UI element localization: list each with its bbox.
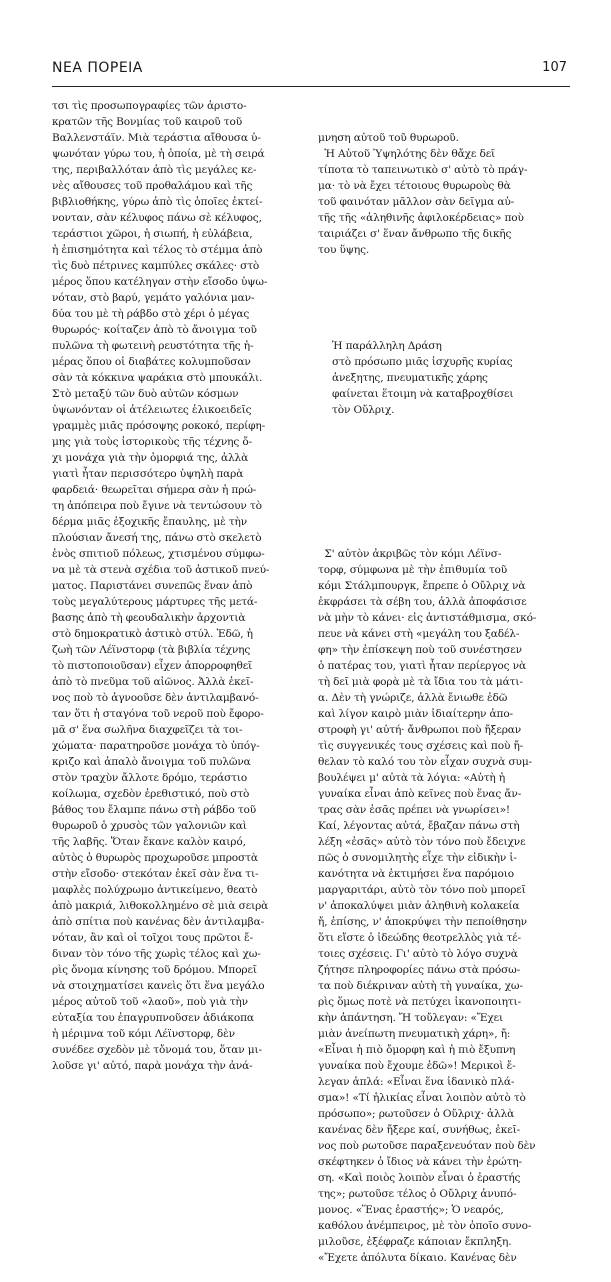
text-line: μιλοῦσε, ἐξέφραζε κάποιαν ἔκπληξη. [318, 1236, 512, 1248]
text-line: πλούσιαν ἄνεσή της, πάνω στὸ σκελετὸ [52, 532, 262, 544]
text-line: λέξη «ἐσᾶς» αὐτὸ τὸν τόνο ποὺ ἔδειχνε [318, 836, 526, 848]
text-line: ταν ὅτι ἡ σταγόνα τοῦ νεροῦ ποὺ ἔφορο- [52, 708, 264, 720]
text-line: ψωνόταν γύρω του, ἡ ὁποία, μὲ τὴ σειρά [52, 148, 265, 160]
text-line: καθόλου ἀνέμπειρος, μὲ τὸν ὁποῖο συνο- [318, 1220, 532, 1232]
text-line: πευε νὰ κάνει στὴ «μεγάλη του ξαδέλ- [318, 628, 520, 640]
text-line: κὴν ἀπάντηση. Ἤ τοὔλεγαν: «Ἔχει [318, 1012, 503, 1024]
text-line: κανένας δὲν ἤξερε καί, συνήθως, ἐκεῖ- [318, 1124, 521, 1136]
text-line: στὸ δημοκρατικὸ ἀστικὸ στύλ. Ἐδῶ, ἡ [52, 628, 253, 640]
text-line: τὶς δυὸ πέτρινες καμπύλες σκάλες· στὸ [52, 260, 260, 272]
text-line: νος ποὺ τὸ ἀγνοοῦσε δὲν ἀντιλαμβανό- [52, 692, 259, 704]
text-line: νὰ στοιχηματίσει κανεὶς ὅτι ἕνα μεγάλο [52, 980, 265, 992]
text-line: της»; ρωτοῦσε τέλος ὁ Οὔλριχ ἀνυπό- [318, 1188, 517, 1200]
right-column-bottom-text [318, 546, 573, 1266]
text-line: ἀπὸ τὸ πνεῦμα τοῦ αἰῶνος. Ἀλλὰ ἐκεῖ- [52, 676, 254, 688]
text-line: τη ἀπόπειρα ποὺ ἔγινε νὰ τεντώσουν τὸ [52, 500, 262, 512]
text-line: Καί, λέγοντας αὐτά, ἔβαζαν πάνω στὴ [318, 820, 520, 832]
text-line: πυλῶνα τὴ φωτεινὴ ρευστότητα τῆς ἡ- [52, 340, 254, 352]
text-line: λοῦσε γι' αὐτό, παρὰ μονάχα τὴν ἀνά- [52, 1060, 253, 1072]
verse-line: φαίνεται ἕτοιμη νὰ καταβροχθίσει [332, 388, 514, 400]
text-line: θελαν τὸ καλό του τὸν εἶχαν συχνὰ συμ- [318, 756, 532, 768]
text-line: μνηση αὐτοῦ τοῦ θυρωροῦ. [318, 132, 459, 144]
text-line: τα ποὺ διέκριναν αὐτὴ τὴ γυναίκα, χω- [318, 980, 523, 992]
text-line: μονος. «Ἕνας ἐραστής»; Ὁ νεαρός, [318, 1204, 504, 1216]
text-line: συνέδεε σχεδὸν μὲ τὄνομά του, ὅταν μι- [52, 1044, 262, 1056]
text-line: ἡ ἐπισημότητα καὶ τέλος τὸ στέμμα ἀπὸ [52, 244, 263, 256]
text-line: γυναίκα ποὺ ἔχουμε ἐδῶ»! Μερικοὶ ἔ- [318, 1060, 516, 1072]
text-line: ἐκφράσει τὰ σέβη του, ἀλλὰ ἀποφάσισε [318, 596, 527, 608]
text-line: ζήτησε πληροφορίες πάνω στὰ πρόσω- [318, 964, 521, 976]
text-line: μα· τὸ νὰ ἔχει τέτοιους θυρωροὺς θὰ [318, 180, 511, 192]
text-line: κανότητα νὰ ἐκτιμήσει ἕνα παρόμοιο [318, 868, 515, 880]
blank-line [318, 498, 573, 514]
text-line: τρας σὰν ἐσᾶς πρέπει νὰ γνωρίσει»! [318, 804, 511, 816]
text-line: τοὺς μεγαλύτερους μάρτυρες τῆς μετά- [52, 596, 258, 608]
text-line: α. Δὲν τὴ γνώριζε, ἀλλὰ ἔνιωθε ἐδῶ [318, 692, 508, 704]
text-line: στὴν εἴσοδο· στεκόταν ἐκεῖ σὰν ἕνα τι- [52, 868, 259, 880]
text-line: νος ποὺ ρωτοῦσε παραξενευόταν ποὺ δὲν [318, 1140, 536, 1152]
text-line: νὲς αἴθουσες τοῦ προθαλάμου καὶ τῆς [52, 180, 253, 192]
text-line: Βαλλενστάϊν. Μιὰ τεράστια αἴθουσα ὑ- [52, 132, 261, 144]
text-line: θυρωροῦ ὁ χρυσὸς τῶν γαλονιῶν καὶ [52, 820, 247, 832]
text-line: σμα»! «Τί ἡλικίας εἶναι λοιπὸν αὐτὸ τὸ [318, 1092, 526, 1104]
text-line: τὶς συγγενικές τους σχέσεις καὶ ποὺ ἤ- [318, 740, 524, 752]
text-line: γιατὶ ἦταν περισσότερο ὑψηλὴ παρὰ [52, 468, 244, 480]
text-line: «Ἔχετε ἀπόλυτα δίκαιο. Κανένας δὲν [318, 1252, 517, 1264]
text-line: κοίλωμα, σχεδὸν ἐρεθιστικό, ποὺ στὸ [52, 788, 250, 800]
text-line: τσι τὶς προσωπογραφίες τῶν ἀριστο- [52, 100, 247, 112]
text-line: μέρος αὐτοῦ τοῦ «λαοῦ», ποὺ γιὰ τὴν [52, 996, 248, 1008]
left-column [52, 98, 312, 1074]
text-line: μαφλὲς πολύχρωμο ἀντικείμενο, θεατὸ [52, 884, 258, 896]
text-line: Σ' αὐτὸν ἀκριβῶς τὸν κόμι Λέϊνσ- [318, 548, 502, 560]
text-line: φαρδειά· θεωρεῖται σήμερα σὰν ἡ πρώ- [52, 484, 257, 496]
text-line: δύα του μὲ τὴ ράβδο στὸ χέρι ὁ μέγας [52, 308, 250, 320]
text-line: ταιριάζει σ' ἕναν ἄνθρωπο τῆς δικῆς [318, 228, 512, 240]
text-line: νόταν, ἂν καὶ οἱ τοῖχοι τους πρῶτοι ἔ- [52, 932, 254, 944]
text-line: πῶς ὁ συνομιλητὴς εἶχε τὴν εἰδικὴν ἱ- [318, 852, 517, 864]
verse-line: τὸν Οὔλριχ. [332, 404, 395, 416]
text-line: εὐταξία του ἐπαγρυπνοῦσεν ἀδιάκοπα [52, 1012, 254, 1024]
text-line: τῆς τῆς «ἀληθινῆς ἀφιλοκέρδειας» ποὺ [318, 212, 524, 224]
text-line: μιὰν ἀνείπωτη πνευματικὴ χάρη», ἤ: [318, 1028, 511, 1040]
text-line: ν' ἀποκαλύψει μιὰν ἀληθινὴ κολακεία [318, 900, 520, 912]
text-line: ματος. Παριστάνει συνεπῶς ἕναν ἀπὸ [52, 580, 253, 592]
header-rule [52, 86, 570, 87]
page-number: 107 [542, 60, 567, 75]
verse-line: Ἡ παράλληλη Δράση [332, 340, 442, 352]
text-line: δέρμα μιᾶς ἐξοχικῆς ἔπαυλης, μὲ τὴν [52, 516, 248, 528]
text-line: ὅτι εἴστε ὁ ἰδεώδης θεοτρελλὸς γιὰ τέ- [318, 932, 521, 944]
text-line: θυρωρός· κοίταζεν ἀπὸ τὸ ἄνοιγμα τοῦ [52, 324, 257, 336]
text-line: Στὸ μεταξύ τῶν δυὸ αὐτῶν κόσμων [52, 388, 239, 400]
text-line: ὁ πατέρας του, γιατὶ ἦταν περίεργος νὰ [318, 660, 526, 672]
text-line: πρόσωπο»; ρωτοῦσεν ὁ Οὔλριχ· ἀλλὰ [318, 1108, 515, 1120]
text-line: ἑνὸς σπιτιοῦ πόλεως, χτισμένου σύμφω- [52, 548, 265, 560]
right-column-top-text [318, 130, 573, 258]
text-line: ρὶς ὅμως ποτὲ νὰ πετύχει ἱκανοποιητι- [318, 996, 521, 1008]
text-line: Ἡ Αὐτοῦ Ὑψηλότης δὲν θἄχε δεῖ [318, 148, 496, 160]
running-title: ΝΕΑ ΠΟΡΕΙΑ [52, 60, 143, 76]
verse-block [318, 338, 573, 418]
text-line: ἀπὸ σπίτια ποὺ κανένας δὲν ἀντιλαμβα- [52, 916, 265, 928]
text-line: γυναίκα εἶναι ἀπὸ κεῖνες ποὺ ἕνας ἄν- [318, 788, 522, 800]
text-line: καὶ λίγον καιρὸ μιὰν ἰδιαίτερην ἀπο- [318, 708, 513, 720]
text-line: τορφ, σύμφωνα μὲ τὴν ἐπιθυμία τοῦ [318, 564, 508, 576]
text-line: κόμι Στάλμπουργκ, ἔπρεπε ὁ Οὔλριχ νὰ [318, 580, 526, 592]
text-line: ἤ, ἐπίσης, ν' ἀποκρύψει τὴν πεποίθησην [318, 916, 527, 928]
blank-line [318, 450, 573, 466]
text-line: τοῦ φαινόταν μᾶλλον σὰν δεῖγμα αὐ- [318, 196, 515, 208]
text-line: του ὕψης. [318, 244, 370, 256]
verse-line: στὸ πρόσωπο μιᾶς ἰσχυρῆς κυρίας [332, 356, 513, 368]
text-line: μαργαριτάρι, αὐτὸ τὸν τόνο ποὺ μπορεῖ [318, 884, 526, 896]
text-line: τῆς λαβῆς. Ὅταν ἔκανε καλὸν καιρό, [52, 836, 246, 848]
page-header [52, 60, 567, 82]
text-line: νονταν, σὰν κέλυφος πάνω σὲ κέλυφος, [52, 212, 262, 224]
text-line: τὴ δεῖ μιὰ φορὰ μὲ τὰ ἴδια του τὰ μάτι- [318, 676, 523, 688]
text-line: βασης ἀπὸ τὴ φεουδαλικὴν ἀρχοντιὰ [52, 612, 246, 624]
text-line: φη» τὴν ἐπίσκεψη ποὺ τοῦ συνέστησεν [318, 644, 522, 656]
text-line: ἡ μέριμνα τοῦ κόμι Λέϊνστορφ, δὲν [52, 1028, 235, 1040]
text-line: γραμμὲς μιᾶς πρόσοψης ροκοκό, περίφη- [52, 420, 266, 432]
text-line: μᾶ σ' ἕνα σωλῆνα διαχφεῖζει τὰ τοι- [52, 724, 243, 736]
text-line: κριζο καὶ ἀπαλὸ ἄνοιγμα τοῦ πυλῶνα [52, 756, 251, 768]
text-line: διναν τὸν τόνο τῆς χωρὶς τέλος καὶ χω- [52, 948, 261, 960]
text-line: χι μονάχα γιὰ τὴν ὁμορφιά της, ἀλλὰ [52, 452, 249, 464]
text-line: μέρος ὅπου κατέληγαν στὴν εἴσοδο ὑψω- [52, 276, 268, 288]
text-line: μέρας ὅπου οἱ διαβάτες κολυμποῦσαν [52, 356, 251, 368]
text-line: σκέφτηκεν ὁ ἴδιος νὰ κάνει τὴν ἐρώτη- [318, 1156, 522, 1168]
text-line: βάθος του ἔλαμπε πάνω στὴ ράβδο τοῦ [52, 804, 257, 816]
right-column [318, 98, 573, 1282]
text-line: σὰν τὰ κόκκινα ψαράκια στὸ μπουκάλι. [52, 372, 263, 384]
text-line: της, περιβαλλόταν ἀπὸ τὶς μεγάλες κε- [52, 164, 257, 176]
text-line: τίποτα τὸ ταπεινωτικὸ σ' αὐτὸ τὸ πράγ- [318, 164, 528, 176]
text-line: ρὶς ὄνομα κίνησης τοῦ δρόμου. Μπορεῖ [52, 964, 257, 976]
text-line: τεράστιοι χῶροι, ἡ σιωπή, ἡ εὐλάβεια, [52, 228, 253, 240]
text-line: ση. «Καὶ ποιὸς λοιπὸν εἶναι ὁ ἐραστής [318, 1172, 521, 1184]
blank-line [318, 290, 573, 306]
text-line: ὑψωνόνταν οἱ ἀτέλειωτες ἑλικοειδεῖς [52, 404, 252, 416]
text-line: στροφὴ γι' αὐτή· ἄνθρωποι ποὺ ἤξεραν [318, 724, 522, 736]
text-line: νὰ μὴν τὸ κάνει· εἰς ἀντιστάθμισμα, σκό- [318, 612, 537, 624]
text-line: λεγαν ἁπλά: «Εἶναι ἕνα ἰδανικὸ πλά- [318, 1076, 515, 1088]
text-line: ἀπὸ μακριά, λιθοκολλημένο σὲ μιὰ σειρὰ [52, 900, 269, 912]
text-line: κρατῶν τῆς Βονμίας τοῦ καιροῦ τοῦ [52, 116, 243, 128]
text-line: αὐτὸς ὁ θυρωρὸς προχωροῦσε μπροστὰ [52, 852, 258, 864]
text-line: ζωὴ τῶν Λέϊνστορφ (τὰ βιβλία τέχνης [52, 644, 251, 656]
text-line: μης γιὰ τοὺς ἱστορικοὺς τῆς τέχνης ὄ- [52, 436, 253, 448]
text-line: «Εἶναι ἡ πιὸ ὄμορφη καὶ ἡ πιὸ ἔξυπνη [318, 1044, 516, 1056]
text-line: νόταν, στὸ βαρύ, γεμάτο γαλόνια μαν- [52, 292, 255, 304]
text-line: βιβλιοθήκης, γύρω ἀπὸ τὶς ὁποῖες ἐκτεί- [52, 196, 263, 208]
text-line: να μὲ τὰ στενὰ σχέδια τοῦ ἀστικοῦ πνεύ- [52, 564, 270, 576]
text-line: βουλέψει μ' αὐτὰ τὰ λόγια: «Αὐτὴ ἡ [318, 772, 506, 784]
text-line: τοιες σχέσεις. Γι' αὐτὸ τὸ λόγο συχνὰ [318, 948, 518, 960]
verse-line: ἀνεξητης, πνευματικῆς χάρης [332, 372, 488, 384]
text-line: τὸ πιστοποιοῦσαν) εἶχεν ἀπορροφηθεῖ [52, 660, 253, 672]
text-line: χώματα· παρατηροῦσε μονάχα τὸ ὑπόγ- [52, 740, 260, 752]
text-line: στὸν τραχὺν ἄλλοτε δρόμο, τεράστιο [52, 772, 248, 784]
